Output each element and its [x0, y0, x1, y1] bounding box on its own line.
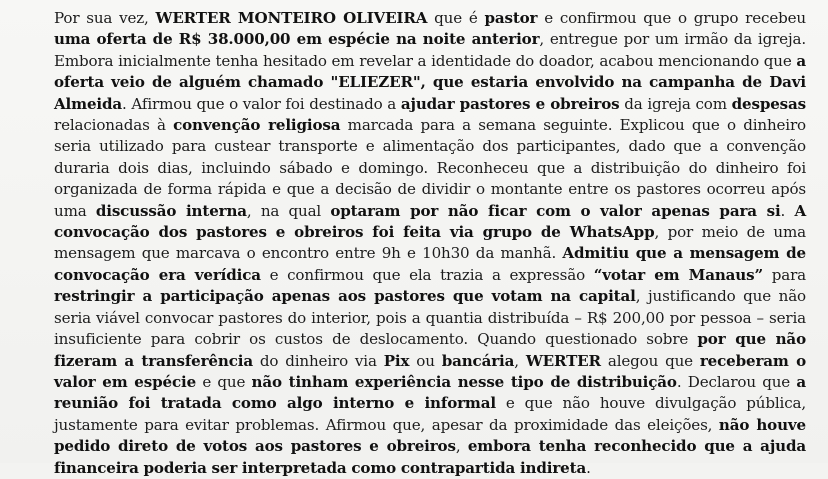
bold-text-run: uma oferta de R$ 38.000,00 em espécie na noite anterior — [54, 30, 540, 49]
bold-text-run: convenção religiosa — [173, 116, 341, 135]
bold-text-run: discussão interna — [95, 201, 247, 220]
text-run: , na qual — [246, 201, 331, 220]
bold-text-run: embora tenha reconhecido que a ajuda financeira poderia ser interpretada como contrapartida indireta — [54, 437, 806, 477]
bold-text-run: a oferta veio de alguém chamado "ELIEZER", que estaria envolvido na campanha de Davi Almeida — [54, 51, 806, 113]
text-run: , entregue por um irmão da igreja. Embora inicialmente tenha hesitado em revelar a identidade do doador, acabou mencionando que — [54, 30, 806, 70]
bold-text-run: bancária — [441, 351, 515, 370]
text-run: que é — [427, 9, 485, 27]
bold-text-run: Pix — [383, 351, 410, 370]
text-run: , justificando que não seria viável convocar pastores do interior, pois a quantia distribuída – R$ 200,00 por pessoa – seria insuficiente para cobrir os custos de deslocamento. Quando questionado sobre — [54, 287, 806, 349]
text-run: . — [586, 458, 591, 477]
text-run: , por meio de uma mensagem que marcava o encontro entre 9h e 10h30 da manhã. — [54, 223, 806, 263]
text-run: . Declarou que — [676, 372, 797, 391]
bold-text-run: optaram por não ficar com o valor apenas para si — [330, 201, 781, 220]
text-run: do dinheiro via — [252, 351, 384, 370]
text-run: relacionadas à — [54, 116, 174, 135]
text-run: . Afirmou que o valor foi destinado a — [122, 94, 401, 113]
text-run: Por sua vez, — [54, 9, 156, 27]
bold-text-run: ajudar pastores e obreiros — [400, 94, 620, 113]
bold-text-run: receberam o valor em espécie — [54, 351, 806, 391]
bold-text-run: A convocação dos pastores e obreiros foi feita via grupo de WhatsApp — [54, 201, 806, 242]
bold-text-run: WERTER — [525, 351, 601, 370]
testimony-paragraph — [54, 8, 806, 479]
bold-text-run: restringir a participação apenas aos pastores que votam na capital — [54, 287, 636, 306]
bold-text-run: despesas — [731, 94, 807, 113]
text-run: ou — [409, 351, 442, 370]
bold-text-run: não tinham experiência nesse tipo de distribuição — [251, 372, 677, 391]
text-run: alegou que — [600, 351, 700, 370]
text-run: , — [455, 437, 468, 456]
text-run: marcada para a semana seguinte. Explicou que o dinheiro seria utilizado para custear transporte e alimentação dos participantes, dado que a convenção duraria dois dias, incluindo sábado e domingo. Reconheceu que a distribuição do dinheiro foi organizada de forma rápida e que a decisão de dividir o montante entre os pastores ocorreu após uma — [54, 116, 806, 220]
text-run: e que — [196, 372, 252, 391]
text-run: e que não houve divulgação pública, justamente para evitar problemas. Afirmou que, apesar da proximidade das eleições, — [54, 394, 806, 434]
text-run: e confirmou que ela trazia a expressão — [260, 265, 594, 284]
bold-text-run: não houve pedido direto de votos aos pastores e obreiros — [54, 415, 806, 456]
bold-text-run: “votar em Manaus” — [593, 265, 763, 284]
bold-text-run: pastor — [484, 9, 538, 27]
text-run: , — [514, 351, 526, 370]
bold-text-run: a reunião foi tratada como algo interno e informal — [54, 372, 806, 413]
bold-text-run: WERTER MONTEIRO OLIVEIRA — [155, 9, 428, 27]
text-run: da igreja com — [619, 94, 732, 113]
text-run: para — [763, 265, 806, 284]
text-run: e confirmou que o grupo recebeu — [537, 9, 806, 27]
bold-text-run: por que não fizeram a transferência — [54, 330, 806, 370]
text-run: . — [780, 201, 795, 220]
bold-text-run: Admitiu que a mensagem de convocação era verídica — [54, 244, 806, 284]
